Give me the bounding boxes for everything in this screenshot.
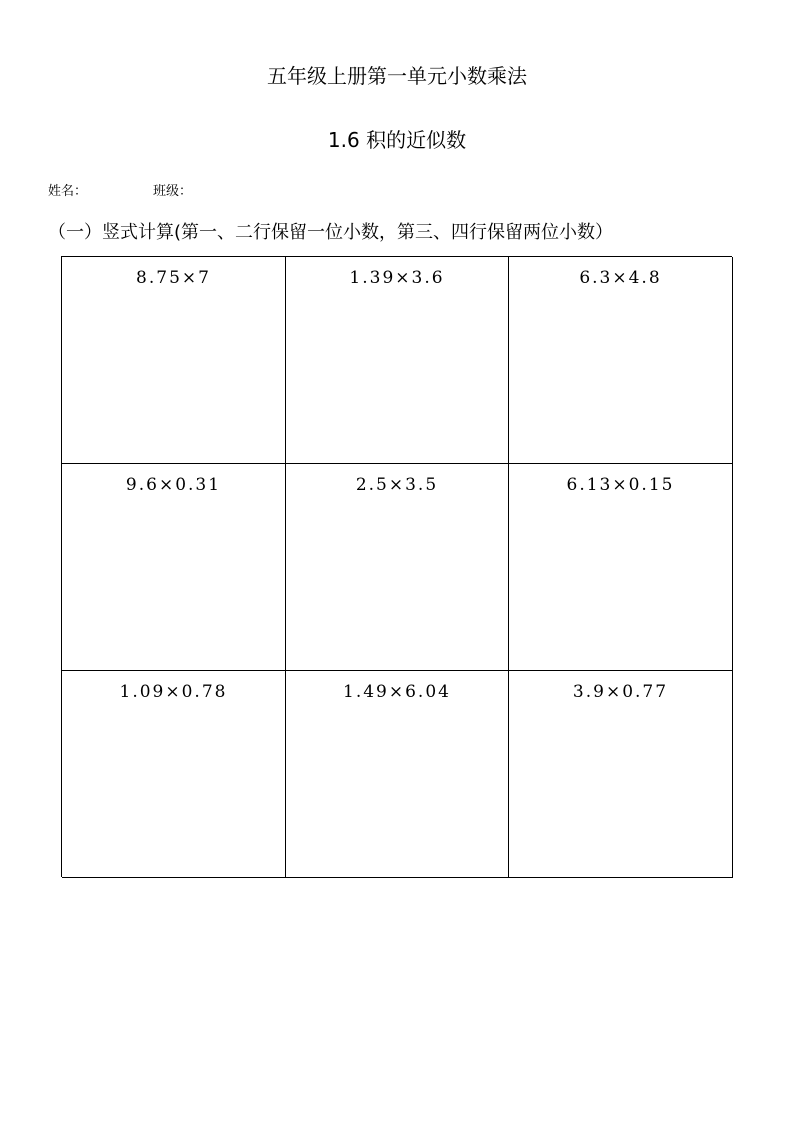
problem-expression: 2.5×3.5 <box>355 475 439 495</box>
problem-grid <box>61 256 732 877</box>
section-heading: （一）竖式计算(第一、二行保留一位小数，第三、四行保留两位小数） <box>48 222 614 243</box>
problem-cell <box>286 464 509 671</box>
problem-expression: 1.39×3.6 <box>349 268 445 288</box>
problem-cell <box>509 464 733 671</box>
problem-expression: 9.6×0.31 <box>125 475 222 495</box>
problem-cell <box>509 671 733 878</box>
class-label: 班级： <box>153 184 193 199</box>
problem-cell <box>62 464 286 671</box>
problem-expression: 1.49×6.04 <box>343 682 451 702</box>
problem-cell <box>62 257 286 464</box>
page-title: 五年级上册第一单元小数乘法 <box>267 64 527 88</box>
lesson-title: 1.6 积的近似数 <box>327 128 467 152</box>
name-label: 姓名： <box>48 184 88 199</box>
problem-cell <box>62 671 286 878</box>
problem-expression: 1.09×0.78 <box>119 682 228 702</box>
problem-expression: 8.75×7 <box>136 268 211 288</box>
problem-expression: 3.9×0.77 <box>572 682 669 702</box>
problem-expression: 6.13×0.15 <box>566 475 675 495</box>
problem-cell <box>286 257 509 464</box>
problem-cell <box>509 257 733 464</box>
problem-expression: 6.3×4.8 <box>579 268 662 288</box>
problem-cell <box>286 671 509 878</box>
